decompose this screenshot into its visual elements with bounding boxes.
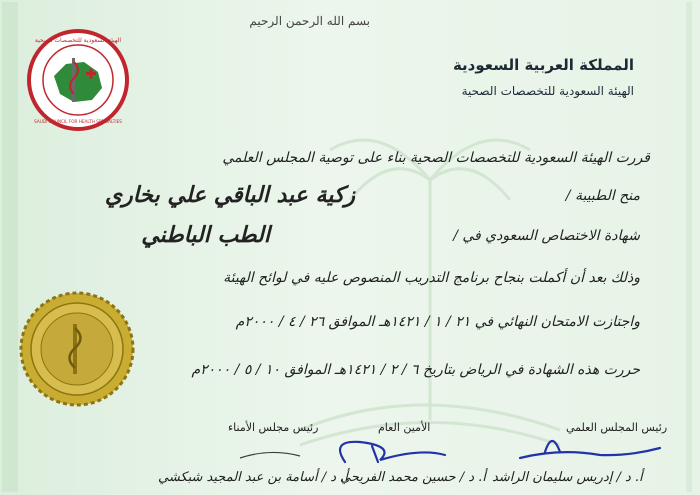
council-title: الهيئة السعودية للتخصصات الصحية [461, 84, 634, 98]
grant-prefix: منح الطبيبة / [565, 188, 640, 204]
certificate-prefix: شهادة الاختصاص السعودي في / [453, 228, 640, 244]
issue-date-line: حررت هذه الشهادة في الرياض بتاريخ ٦ / ٢ / ١٤٢١هـ الموافق ١٠ / ٥ / ٢٠٠٠م [191, 362, 640, 378]
recipient-name: زكية عبد الباقي علي بخاري [104, 182, 355, 208]
exam-passed-line: واجتازت الامتحان النهائي في ٢١ / ١ / ١٤٢١هـ الموافق ٢٦ / ٤ / ٢٠٠٠م [235, 314, 640, 330]
scientific-council-chairman-name: أ. د / إدريس سليمان الراشد [492, 470, 643, 485]
logo-english-text: SAUDI COUNCIL FOR HEALTH SPECIALTIES [34, 119, 122, 124]
board-chairman-title: رئيس مجلس الأمناء [228, 421, 319, 434]
logo-arabic-text: الهيئة السعودية للتخصصات الصحية [34, 37, 122, 44]
scientific-council-chairman-title: رئيس المجلس العلمي [566, 421, 668, 434]
basmala: بسم الله الرحمن الرحيم [249, 14, 370, 28]
secretary-general-name: أ. د / حسين محمد الفريحي [340, 470, 486, 485]
secretary-general-title: الأمين العام [378, 421, 431, 434]
decision-line: قررت الهيئة السعودية للتخصصات الصحية بناء على توصية المجلس العلمي [222, 150, 650, 166]
training-completed-line: وذلك بعد أن أكملت بنجاح برنامج التدريب المنصوص عليه في لوائح الهيئة [223, 270, 640, 286]
board-chairman-name: أ. د / أسامة بن عبد المجيد شبكشي [158, 470, 348, 485]
kingdom-title: المملكة العربية السعودية [452, 56, 634, 74]
specialty-name: الطب الباطني [141, 222, 270, 248]
